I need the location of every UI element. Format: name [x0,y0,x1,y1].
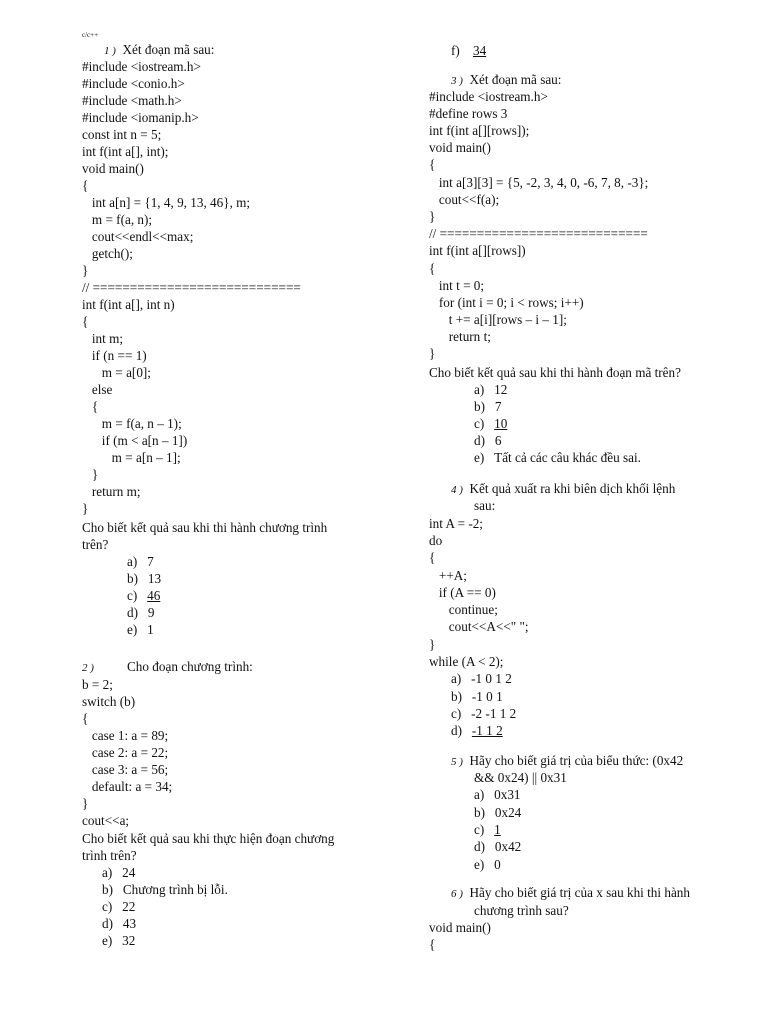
code-line: int t = 0; [429,278,485,293]
q4-option-a: a) -1 0 1 2 [451,671,512,686]
code-line: #define rows 3 [429,106,508,121]
q2-question-cont: trình trên? [82,848,137,863]
code-line: // ============================ [82,280,301,295]
code-line: #include <conio.h> [82,76,185,91]
q4-option-d: d) -1 1 2 [451,723,503,738]
code-line: getch(); [82,246,133,261]
code-line: { [429,937,436,952]
code-line: for (int i = 0; i < rows; i++) [429,295,584,310]
q4-number: 4 ) [451,484,463,496]
code-line: { [82,399,99,414]
q1-option-a: a) 7 [127,554,154,569]
code-line: case 1: a = 89; [82,728,169,743]
code-line: { [429,550,436,565]
code-line: case 2: a = 22; [82,745,169,760]
q4-intro-cont: sau: [474,498,496,513]
code-line: if (m < a[n – 1]) [82,433,188,448]
q1-option-d: d) 9 [127,605,155,620]
q5-number: 5 ) [451,756,463,768]
q3-option-b: b) 7 [474,399,502,414]
q4-heading [451,480,675,497]
code-line: m = f(a, n – 1); [82,416,182,431]
q5-option-c: c) 1 [474,822,501,837]
code-line: case 3: a = 56; [82,762,169,777]
code-line: do [429,533,443,548]
code-line: #include <iostream.h> [429,89,548,104]
q5-heading [451,752,683,769]
q2-number: 2 ) [82,662,94,674]
code-line: m = f(a, n); [82,212,153,227]
code-line: m = a[0]; [82,365,151,380]
q3-option-c: c) 10 [474,416,508,431]
q6-number: 6 ) [451,888,463,900]
code-line: switch (b) [82,694,136,709]
q3-number: 3 ) [451,75,463,87]
code-line: ++A; [429,568,467,583]
code-line: cout<<f(a); [429,192,500,207]
q1-option-b: b) 13 [127,571,162,586]
q1-option-e: e) 1 [127,622,154,637]
code-line: continue; [429,602,498,617]
code-line: { [82,711,89,726]
code-line: while (A < 2); [429,654,504,669]
q3-option-e: e) Tất cả các câu khác đều sai. [474,450,641,465]
corner-mark: c/c++ [82,31,99,39]
code-line: int A = -2; [429,516,483,531]
code-line: int m; [82,331,124,346]
code-line: int f(int a[][rows]) [429,243,526,258]
answer-underline: 10 [494,416,508,431]
code-line: if (A == 0) [429,585,496,600]
code-line: int a[3][3] = {5, -2, 3, 4, 0, -6, 7, 8, -3}; [429,175,649,190]
code-line: m = a[n – 1]; [82,450,181,465]
code-line: void main() [82,161,144,176]
q3-intro: Xét đoạn mã sau: [469,72,562,87]
code-line: default: a = 34; [82,779,173,794]
code-line: int a[n] = {1, 4, 9, 13, 46}, m; [82,195,251,210]
q4-option-c: c) -2 -1 1 2 [451,706,517,721]
code-line: #include <iostream.h> [82,59,201,74]
code-line: cout<<endl<<max; [82,229,194,244]
code-line: #include <iomanip.h> [82,110,199,125]
answer-underline: 34 [472,43,487,58]
q5-intro-cont: && 0x24) || 0x31 [474,770,567,785]
q2-option-b: b) Chương trình bị lỗi. [102,882,228,897]
code-line: #include <math.h> [82,93,182,108]
code-line: { [82,314,89,329]
q1-intro: Xét đoạn mã sau: [122,42,215,57]
q1-option-c: c) 46 [127,588,161,603]
q2-intro: Cho đoạn chương trình: [127,659,253,674]
q1-question: Cho biết kết quả sau khi thi hành chương trình [82,520,328,535]
code-line: cout<<A<<" "; [429,619,529,634]
q1-heading [104,41,214,58]
q2-option-f: f) 34 [451,43,487,58]
q1-number: 1 ) [104,45,116,57]
q6-heading [451,884,690,901]
q4-intro: Kết quả xuất ra khi biên dịch khối lệnh [469,481,676,496]
q5-option-e: e) 0 [474,857,501,872]
code-line: if (n == 1) [82,348,147,363]
code-line: int f(int a[], int n) [82,297,175,312]
code-line: int f(int a[][rows]); [429,123,530,138]
q1-question-cont: trên? [82,537,109,552]
code-line: cout<<a; [82,813,130,828]
code-line: } [82,467,99,482]
code-line: t += a[i][rows – i – 1]; [429,312,567,327]
code-line: else [82,382,113,397]
code-line: } [429,209,436,224]
q5-option-d: d) 0x42 [474,839,522,854]
code-line: // ============================ [429,226,648,241]
q5-option-a: a) 0x31 [474,787,521,802]
q2-heading [82,658,253,675]
code-line: } [429,637,436,652]
code-line: return m; [82,484,141,499]
q6-intro-cont: chương trình sau? [474,903,569,918]
q6-intro: Hãy cho biết giá trị của x sau khi thi hành [469,885,690,900]
q5-intro: Hãy cho biết giá trị của biểu thức: (0x42 [469,753,684,768]
code-line: b = 2; [82,677,113,692]
q2-option-c: c) 22 [102,899,136,914]
q3-option-a: a) 12 [474,382,508,397]
code-line: return t; [429,329,491,344]
code-line: { [429,157,436,172]
q2-question: Cho biết kết quả sau khi thực hiện đoạn chương [82,831,335,846]
q3-question: Cho biết kết quả sau khi thi hành đoạn mã trên? [429,365,681,380]
q3-heading [451,71,561,88]
code-line: } [82,501,89,516]
q3-option-d: d) 6 [474,433,502,448]
code-line: void main() [429,920,491,935]
code-line: } [82,796,89,811]
q2-option-d: d) 43 [102,916,137,931]
q2-option-a: a) 24 [102,865,136,880]
answer-underline: -1 1 2 [471,723,503,738]
code-line: } [429,346,436,361]
q2-option-e: e) 32 [102,933,136,948]
answer-underline: 46 [147,588,161,603]
code-line: } [82,263,89,278]
code-line: { [429,261,436,276]
answer-underline: 1 [494,822,501,837]
code-line: { [82,178,89,193]
code-line: const int n = 5; [82,127,162,142]
q5-option-b: b) 0x24 [474,805,522,820]
code-line: int f(int a[], int); [82,144,169,159]
q4-option-b: b) -1 0 1 [451,689,503,704]
code-line: void main() [429,140,491,155]
